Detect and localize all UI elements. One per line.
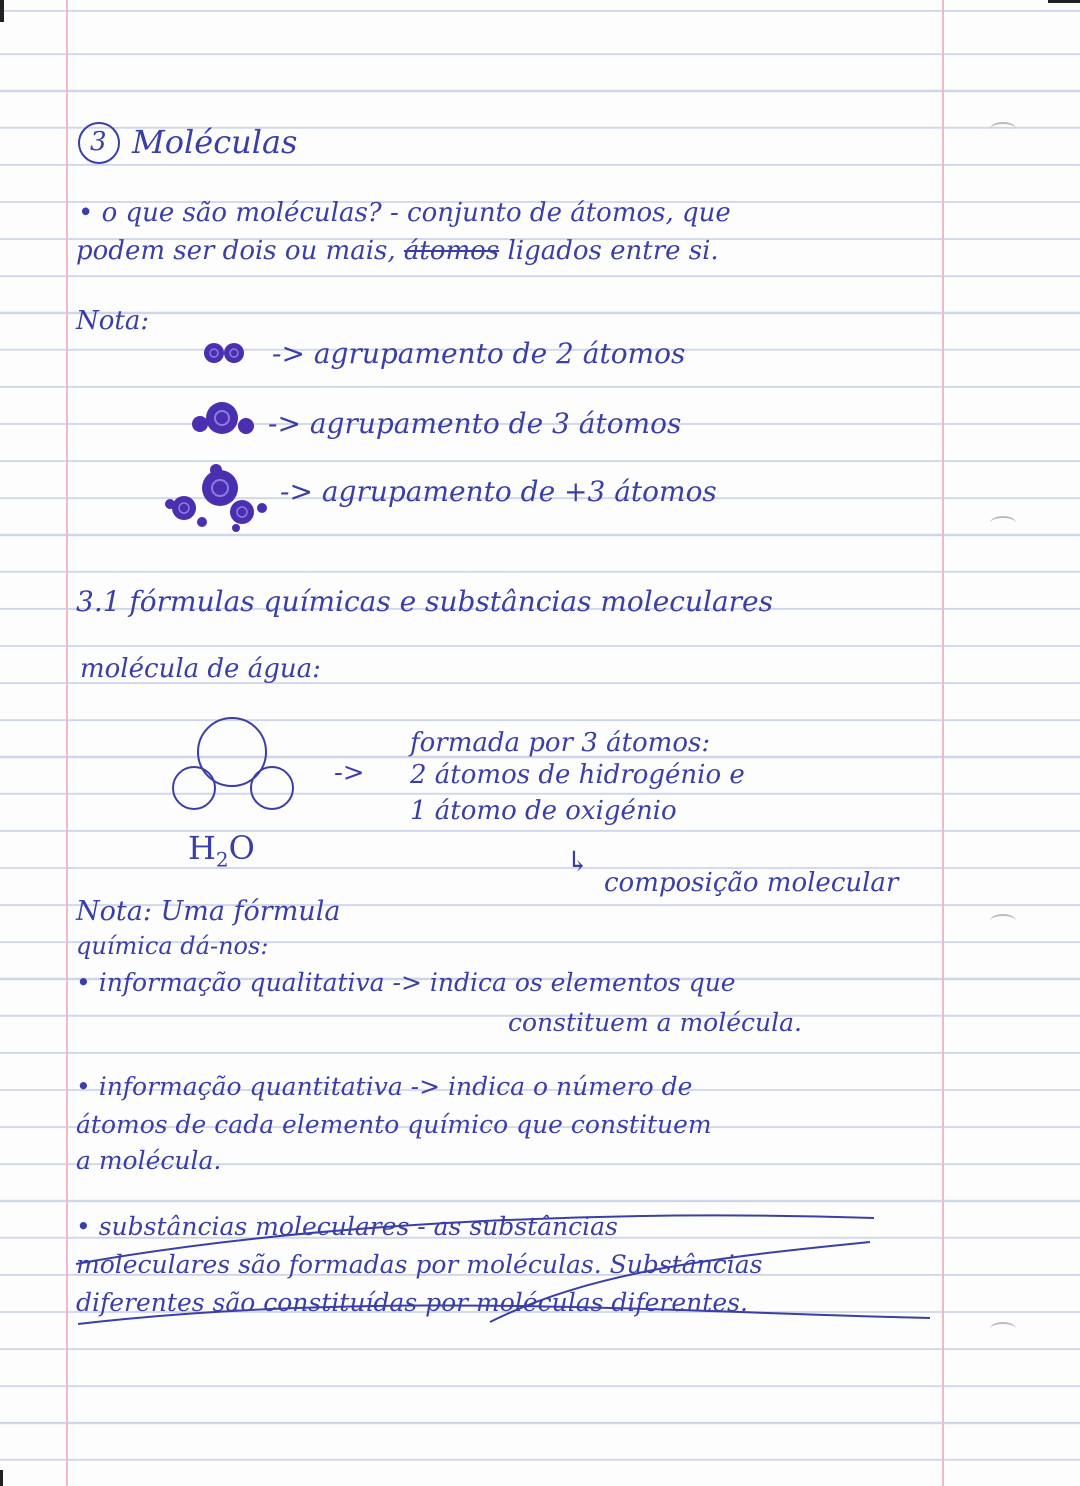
binder-hole-mark xyxy=(990,1322,1016,1336)
strike-through-lines xyxy=(70,1206,950,1332)
struck-word: átomos xyxy=(403,236,500,266)
two-atom-cluster-icon xyxy=(196,336,266,370)
crossed-line-1: • substâncias moleculares - as substâncias xyxy=(76,1212,618,1241)
many-atom-cluster-icon xyxy=(160,462,272,534)
definition-line-1: • o que são moléculas? - conjunto de átomos, que xyxy=(78,198,731,228)
water-desc-line-2: 2 átomos de hidrogénio e xyxy=(410,760,745,790)
crossed-line-3: diferentes são constituídas por moléculas diferentes. xyxy=(76,1288,748,1317)
nota2-line-1: Nota: Uma fórmula xyxy=(76,896,341,927)
scan-edge-mark xyxy=(0,0,4,22)
subsection-title: 3.1 fórmulas químicas e substâncias moleculares xyxy=(76,585,773,618)
scan-edge-mark xyxy=(1048,0,1080,3)
nota-item-2: -> agrupamento de 3 átomos xyxy=(268,407,682,440)
water-arrow: -> xyxy=(334,758,365,788)
binder-hole-mark xyxy=(990,914,1016,928)
water-desc-line-3: 1 átomo de oxigénio xyxy=(410,796,677,826)
nota-item-1: -> agrupamento de 2 átomos xyxy=(272,337,686,370)
scan-edge-mark xyxy=(0,1470,3,1486)
quantitative-info-line-3: a molécula. xyxy=(76,1146,222,1175)
nota2-line-2: química dá-nos: xyxy=(76,932,269,960)
nota-item-3: -> agrupamento de +3 átomos xyxy=(280,475,717,508)
three-atom-cluster-icon xyxy=(186,396,262,442)
definition-line-2-start: podem ser dois ou mais, xyxy=(76,236,396,266)
qualitative-info: • informação qualitativa -> indica os elementos que xyxy=(76,968,736,997)
left-margin-line xyxy=(66,0,68,1486)
water-formula-end: O xyxy=(228,829,255,867)
quantitative-info-line-2: átomos de cada elemento químico que constituem xyxy=(76,1110,712,1139)
water-formula-subscript: 2 xyxy=(215,847,229,872)
definition-line-2 xyxy=(76,238,719,264)
crossed-line-2: moleculares são formadas por moléculas. Substâncias xyxy=(76,1250,763,1279)
water-label: molécula de água: xyxy=(80,654,321,684)
binder-hole-mark xyxy=(990,516,1016,530)
qualitative-info-cont: constituem a molécula. xyxy=(508,1008,802,1037)
quantitative-info-line-1: • informação quantitativa -> indica o número de xyxy=(76,1072,693,1101)
definition-line-2-end: ligados entre si. xyxy=(507,236,719,266)
section-title: Moléculas xyxy=(132,123,298,161)
water-formula-main: H xyxy=(188,829,216,867)
water-molecule-icon xyxy=(166,712,302,816)
section-number: 3 xyxy=(90,127,107,157)
binder-hole-mark xyxy=(990,122,1016,136)
composition-label: composição molecular xyxy=(604,868,899,898)
water-formula xyxy=(188,829,255,872)
nota-label: Nota: xyxy=(76,306,150,336)
water-desc-line-1: formada por 3 átomos: xyxy=(410,728,711,758)
composition-arrow: ↳ xyxy=(566,845,590,878)
